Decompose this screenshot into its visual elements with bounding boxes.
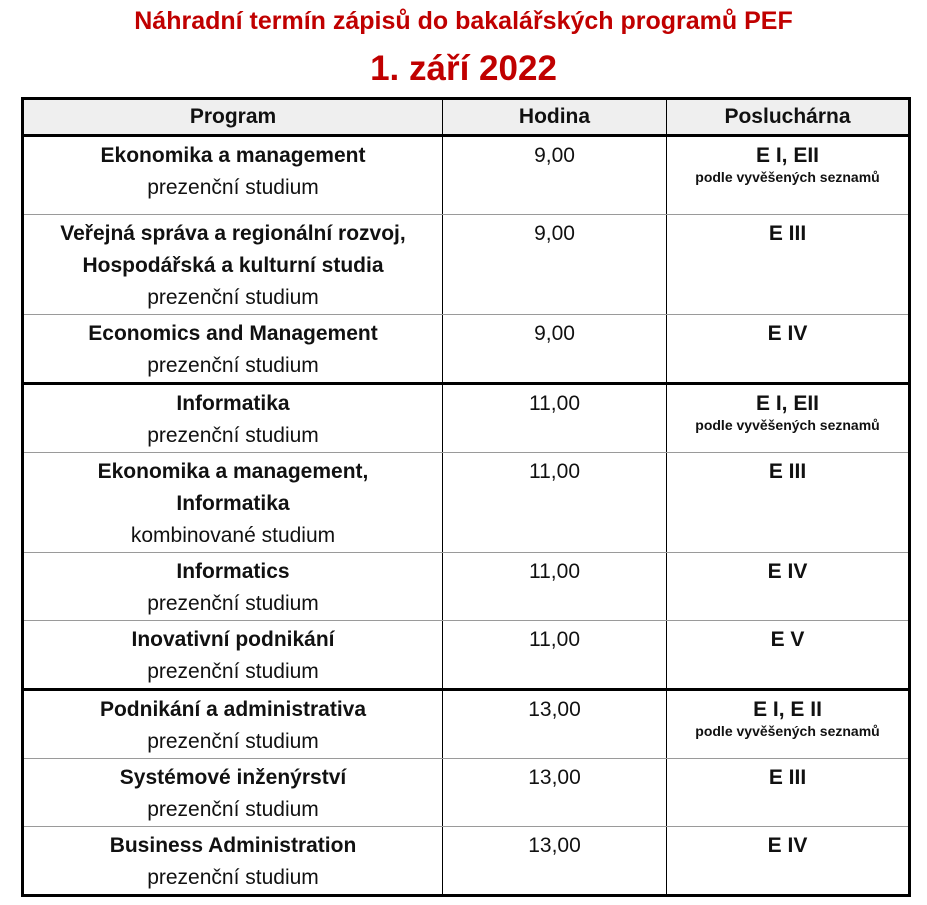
hour-cell xyxy=(443,315,667,384)
program-name: Informatika xyxy=(176,392,290,415)
document-title: Náhradní termín zápisů do bakalářských programů PEF xyxy=(134,7,793,35)
table-row xyxy=(23,690,910,759)
room-cell xyxy=(667,690,910,759)
hour-value: 13,00 xyxy=(528,698,581,721)
program-cell xyxy=(23,827,443,896)
table-row xyxy=(23,827,910,896)
table-row xyxy=(23,315,910,384)
room-value: E III xyxy=(768,766,807,789)
study-form: prezenční studium xyxy=(147,286,319,309)
room-value: E I, EII xyxy=(755,144,820,167)
room-cell xyxy=(667,453,910,553)
table-row xyxy=(23,384,910,453)
program-cell xyxy=(23,384,443,453)
study-form: prezenční studium xyxy=(147,354,319,377)
room-cell xyxy=(667,215,910,315)
hour-value: 9,00 xyxy=(534,222,575,245)
program-name-line2: Informatika xyxy=(176,492,290,515)
study-form: prezenční studium xyxy=(147,798,319,821)
table-row xyxy=(23,621,910,690)
schedule-table xyxy=(21,97,911,897)
program-name-line2: Hospodářská a kulturní studia xyxy=(82,254,384,277)
hour-value: 13,00 xyxy=(528,834,581,857)
table-row xyxy=(23,136,910,215)
hour-cell xyxy=(443,553,667,621)
program-cell xyxy=(23,315,443,384)
room-note: podle vyvěšených seznamů xyxy=(695,417,880,433)
room-cell xyxy=(667,621,910,690)
table-row xyxy=(23,215,910,315)
program-name: Business Administration xyxy=(109,834,357,857)
room-value: E I, E II xyxy=(753,698,822,721)
hour-cell xyxy=(443,690,667,759)
program-name: Inovativní podnikání xyxy=(131,628,335,651)
hour-value: 9,00 xyxy=(534,322,575,345)
room-value: E I, EII xyxy=(755,392,820,415)
study-form: prezenční studium xyxy=(147,660,319,683)
table-header-row xyxy=(23,99,910,136)
document-date: 1. září 2022 xyxy=(370,49,557,88)
header-hour: Hodina xyxy=(443,99,667,136)
room-cell xyxy=(667,384,910,453)
program-cell xyxy=(23,690,443,759)
hour-value: 9,00 xyxy=(534,144,575,167)
table-row xyxy=(23,453,910,553)
room-value: E IV xyxy=(767,834,808,857)
study-form: prezenční studium xyxy=(147,866,319,889)
study-form: prezenční studium xyxy=(147,176,319,199)
hour-value: 11,00 xyxy=(529,560,580,583)
program-cell xyxy=(23,553,443,621)
room-value: E III xyxy=(768,460,807,483)
hour-value: 13,00 xyxy=(528,766,581,789)
room-value: E IV xyxy=(767,322,808,345)
program-name: Economics and Management xyxy=(88,322,378,345)
room-value: E IV xyxy=(767,560,808,583)
room-note: podle vyvěšených seznamů xyxy=(695,723,880,739)
hour-cell xyxy=(443,215,667,315)
program-cell xyxy=(23,621,443,690)
hour-cell xyxy=(443,453,667,553)
table-row xyxy=(23,553,910,621)
room-cell xyxy=(667,759,910,827)
study-form: prezenční studium xyxy=(147,424,319,447)
hour-cell xyxy=(443,621,667,690)
hour-value: 11,00 xyxy=(529,628,580,651)
study-form: prezenční studium xyxy=(147,592,319,615)
room-cell xyxy=(667,315,910,384)
program-cell xyxy=(23,759,443,827)
program-cell xyxy=(23,215,443,315)
program-name: Systémové inženýrství xyxy=(119,766,347,789)
program-name: Ekonomika a management xyxy=(100,144,366,167)
hour-value: 11,00 xyxy=(529,460,580,483)
study-form: prezenční studium xyxy=(147,730,319,753)
room-value: E V xyxy=(770,628,805,651)
study-form: kombinované studium xyxy=(130,524,336,547)
room-value: E III xyxy=(768,222,807,245)
room-cell xyxy=(667,553,910,621)
table-row xyxy=(23,759,910,827)
header-room: Posluchárna xyxy=(667,99,910,136)
program-cell xyxy=(23,136,443,215)
header-program: Program xyxy=(23,99,443,136)
room-note: podle vyvěšených seznamů xyxy=(695,169,880,185)
program-name: Podnikání a administrativa xyxy=(99,698,367,721)
room-cell xyxy=(667,136,910,215)
program-cell xyxy=(23,453,443,553)
program-name: Veřejná správa a regionální rozvoj, xyxy=(60,222,406,245)
program-name: Ekonomika a management, xyxy=(97,460,369,483)
hour-cell xyxy=(443,384,667,453)
hour-cell xyxy=(443,759,667,827)
room-cell xyxy=(667,827,910,896)
program-name: Informatics xyxy=(176,560,290,583)
hour-cell xyxy=(443,136,667,215)
hour-value: 11,00 xyxy=(529,392,580,415)
hour-cell xyxy=(443,827,667,896)
